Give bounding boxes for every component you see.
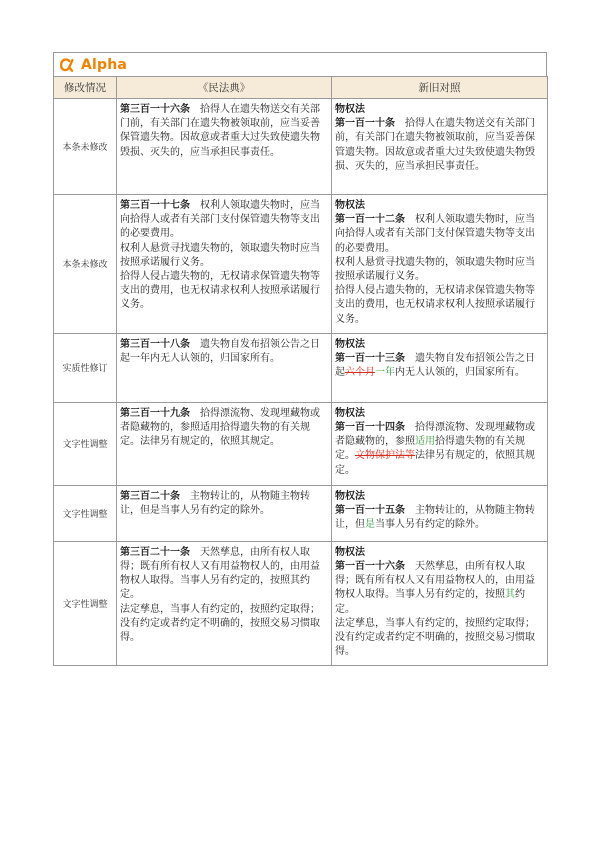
civil-code-cell [117,333,332,402]
article-text: 内无人认领的，归国家所有。 [395,367,525,379]
article-text: 天然孳息，由所有权人取得；既有所有权人又有用益物权人的，由用益物权人取得。当事人另有约定的，按照其约定。 [120,546,320,601]
article-text: 主物转让的，从物随主物转让，但 [335,505,535,531]
article-number: 第三百二十条 [120,490,180,502]
article-text: 主物转让的，从物随主物转让，但是当事人另有约定的除外。 [120,490,310,517]
article-number: 第一百一十二条 [335,214,405,226]
article-text: 当事人另有约定的除外。 [375,519,485,531]
law-name: 物权法 [335,407,365,419]
table-row [54,99,548,195]
inserted-text: 一年 [375,367,395,379]
header-row [54,77,548,99]
civil-code-cell [117,99,332,195]
inserted-text: 适用 [415,436,435,448]
header-civil-code: 《民法典》 [117,77,332,99]
civil-code-cell [117,402,332,485]
article-text: 遗失物自发布招领公告之日起一年内无人认领的，归国家所有。 [120,338,320,365]
document-page [53,52,547,666]
law-name: 物权法 [335,104,365,115]
table-row [54,333,548,402]
deleted-text: 文物保护法等 [355,450,415,462]
article-number: 第一百一十六条 [335,561,405,573]
article-text: 拾得漂流物、发现埋藏物或者隐藏物的，参照 [335,422,535,448]
article-text: 拾得人在遗失物送交有关部门前，有关部门在遗失物被领取前，应当妥善保管遗失物。因故意或者重大过失致使遗失物毁损、灭失的，应当承担民事责任。 [335,118,535,172]
law-name: 物权法 [335,338,365,350]
article-number: 第三百一十七条 [120,200,190,211]
law-name: 物权法 [335,490,365,502]
table-row [54,402,548,485]
article-text: 遗失物自发布招领公告之日起 [335,353,535,379]
alpha-logo-icon [58,56,76,74]
article-number: 第一百一十三条 [335,353,405,365]
law-name: 物权法 [335,546,365,558]
article-paragraph: 拾得人侵占遗失物的，无权请求保管遗失物等支出的费用，也无权请求权利人按照承诺履行义务。 [120,271,320,311]
comparison-table [53,76,548,666]
article-number: 第三百一十九条 [120,407,190,419]
article-number: 第一百一十五条 [335,505,405,517]
status-cell: 本条未修改 [54,99,117,195]
old-law-cell [332,333,548,402]
table-row [54,485,548,541]
inserted-text: 是 [365,519,375,531]
brand-bar [53,52,547,76]
table-row [54,541,548,666]
inserted-text: 其 [505,589,515,601]
civil-code-cell [117,541,332,666]
status-cell: 文字性调整 [54,541,117,666]
status-cell: 实质性修订 [54,333,117,402]
article-text: 拾得遗失物的有关规定。 [335,436,525,462]
table-row [54,195,548,334]
civil-code-cell [117,195,332,334]
deleted-text: 六个月 [345,367,375,379]
article-number: 第三百二十一条 [120,546,190,558]
article-paragraph: 权利人悬赏寻找遗失物的，领取遗失物时应当按照承诺履行义务。 [335,256,535,283]
old-law-cell [332,195,548,334]
old-law-cell [332,485,548,541]
header-status: 修改情况 [54,77,117,99]
article-number: 第三百一十六条 [120,104,190,115]
article-text: 约定。 [335,589,525,615]
article-text: 天然孳息，由所有权人取得；既有所有权人又有用益物权人的，由用益物权人取得。当事人另有约定的，按照 [335,561,535,601]
old-law-cell [332,99,548,195]
article-paragraph: 法定孳息，当事人有约定的，按照约定取得；没有约定或者约定不明确的，按照交易习惯取得。 [120,603,320,644]
status-cell: 文字性调整 [54,402,117,485]
article-paragraph: 法定孳息，当事人有约定的，按照约定取得；没有约定或者约定不明确的，按照交易习惯取得。 [335,617,535,658]
article-text: 权利人领取遗失物时，应当向拾得人或者有关部门支付保管遗失物等支出的必要费用。 [335,214,535,254]
article-text: 拾得漂流物、发现埋藏物或者隐藏物的，参照适用拾得遗失物的有关规定。法律另有规定的，依照其规定。 [120,407,320,448]
law-name: 物权法 [335,200,365,211]
article-paragraph: 拾得人侵占遗失物的，无权请求保管遗失物等支出的费用，也无权请求权利人按照承诺履行义务。 [335,285,535,325]
status-cell: 文字性调整 [54,485,117,541]
article-number: 第三百一十八条 [120,338,190,350]
brand-name: Alpha [81,56,128,73]
status-cell: 本条未修改 [54,195,117,334]
old-law-cell [332,402,548,485]
article-number: 第一百一十四条 [335,422,405,434]
article-text: 拾得人在遗失物送交有关部门前，有关部门在遗失物被领取前，应当妥善保管遗失物。因故意或者重大过失致使遗失物毁损、灭失的，应当承担民事责任。 [120,104,320,158]
article-paragraph: 权利人悬赏寻找遗失物的，领取遗失物时应当按照承诺履行义务。 [120,242,320,268]
header-comparison: 新旧对照 [332,77,548,99]
article-text: 法律另有规定的，依照其规定。 [335,450,535,476]
civil-code-cell [117,485,332,541]
old-law-cell [332,541,548,666]
article-number: 第一百一十条 [335,118,395,130]
article-text: 权利人领取遗失物时，应当向拾得人或者有关部门支付保管遗失物等支出的必要费用。 [120,200,320,240]
